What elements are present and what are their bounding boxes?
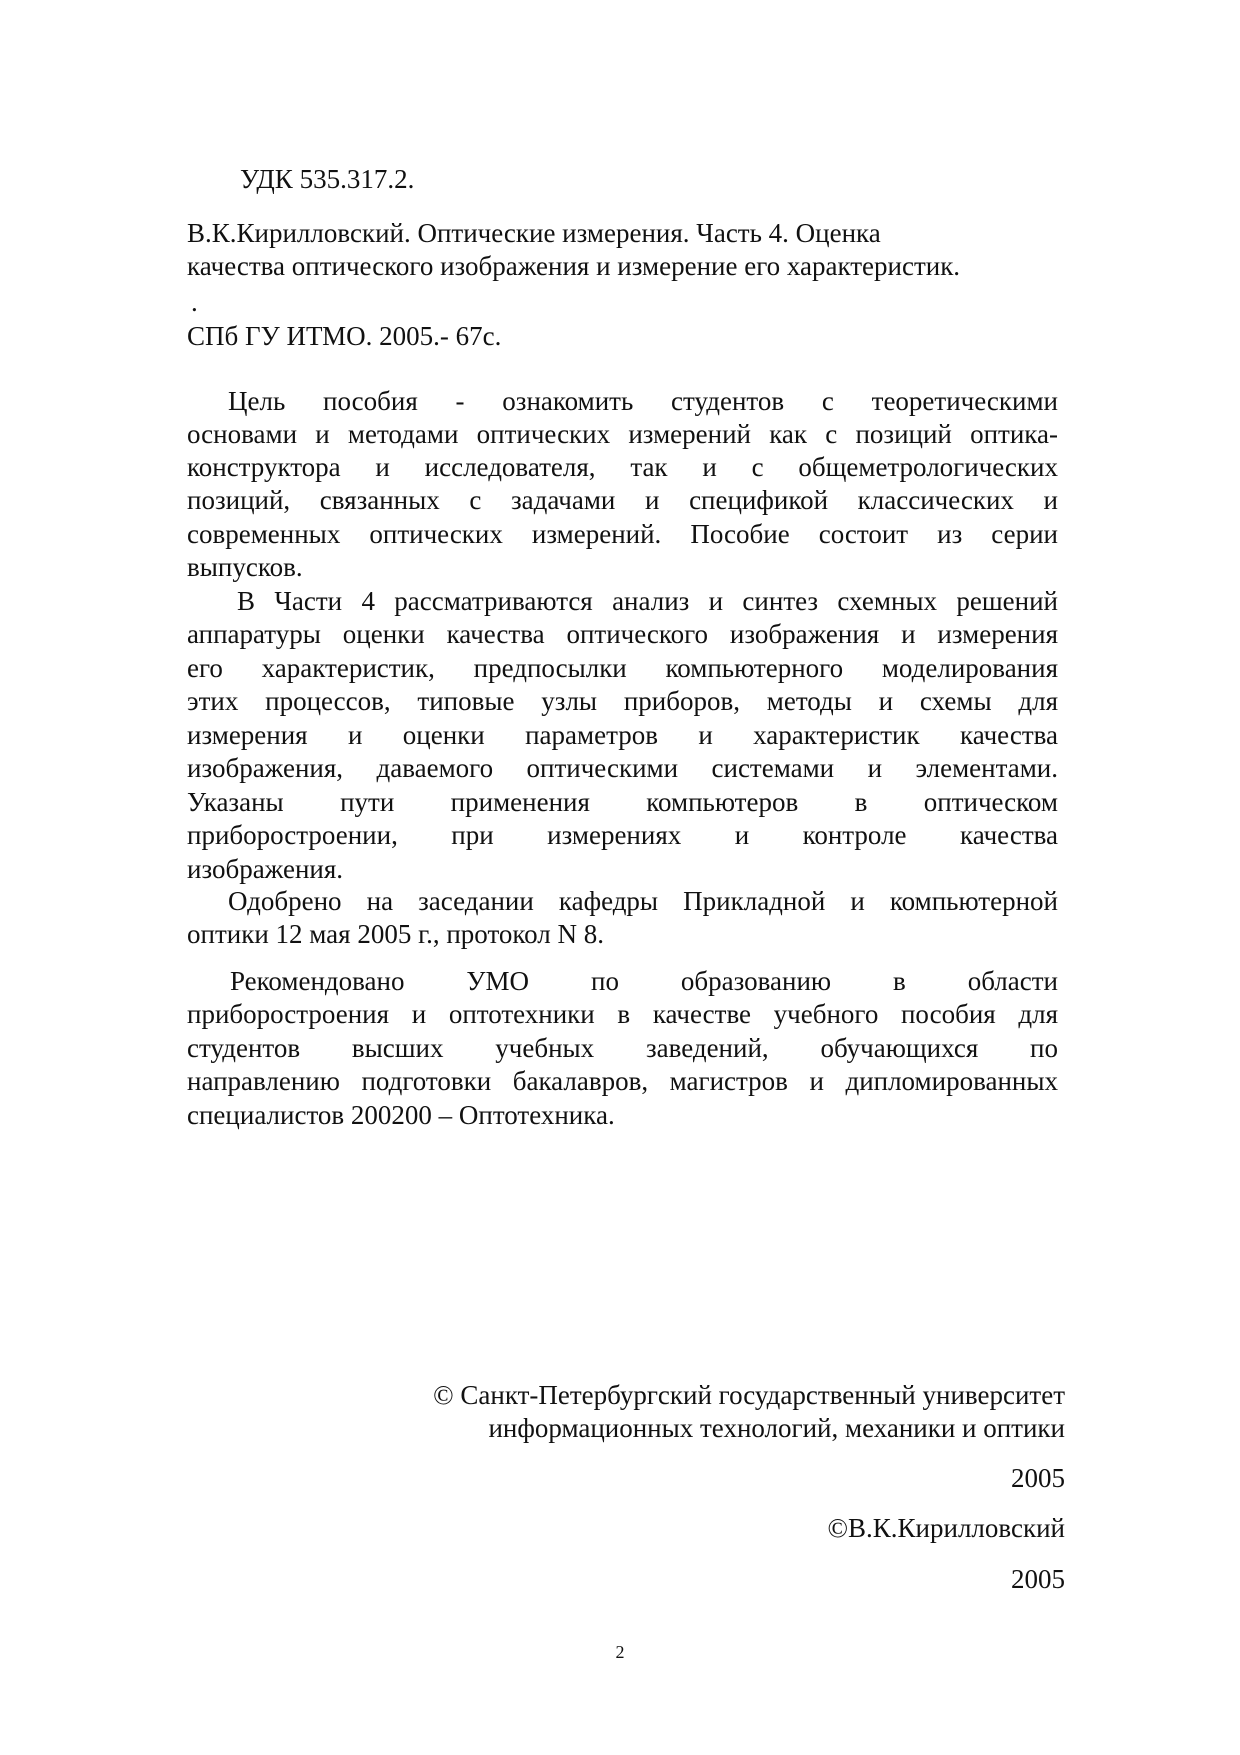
paragraph-line: приборостроения и оптотехники в качестве учебного пособия для [187,999,1058,1029]
paragraph-line: основами и методами оптических измерений как с позиций оптика- [187,419,1058,449]
paragraph-line: конструктора и исследователя, так и с общеметрологических [187,452,1058,482]
paragraph-line: студентов высших учебных заведений, обучающихся по [187,1033,1058,1063]
copyright-author: ©В.К.Кирилловский [827,1513,1065,1543]
citation-line-2: качества оптического изображения и измерение его характеристик. [187,251,961,281]
paragraph-line: специалистов 200200 – Оптотехника. [187,1100,615,1130]
paragraph-line: его характеристик, предпосылки компьютерного моделирования [187,653,1058,683]
paragraph-line: изображения, даваемого оптическими системами и элементами. [187,753,1058,783]
paragraph-line: изображения. [187,854,344,884]
paragraph-line: современных оптических измерений. Пособие состоит из серии [187,519,1058,549]
paragraph-line: В Части 4 рассматриваются анализ и синтез схемных решений [237,586,1058,616]
udk-code: УДК 535.317.2. [240,164,415,194]
copyright-university-line-2: информационных технологий, механики и оптики [488,1413,1065,1443]
paragraph-line: выпусков. [187,552,303,582]
publisher-line: СПб ГУ ИТМО. 2005.- 67с. [187,321,502,351]
paragraph-line: приборостроении, при измерениях и контроле качества [187,820,1058,850]
paragraph-line: Рекомендовано УМО по образованию в области [230,966,1058,996]
paragraph-line: этих процессов, типовые узлы приборов, методы и схемы для [187,686,1058,716]
paragraph-line: позиций, связанных с задачами и спецификой классических и [187,485,1058,515]
page-number: 2 [615,1642,625,1662]
citation-line-1: В.К.Кирилловский. Оптические измерения. Часть 4. Оценка [187,218,881,248]
citation-dot: . [191,287,198,317]
copyright-year-1: 2005 [1011,1463,1065,1493]
paragraph-line: оптики 12 мая 2005 г., протокол N 8. [187,919,604,949]
paragraph-line: Цель пособия - ознакомить студентов с теоретическими [228,386,1058,416]
paragraph-line: Указаны пути применения компьютеров в оптическом [187,787,1058,817]
copyright-year-2: 2005 [1011,1564,1065,1594]
paragraph-line: измерения и оценки параметров и характеристик качества [187,720,1058,750]
paragraph-line: направлению подготовки бакалавров, магистров и дипломированных [187,1066,1058,1096]
paragraph-line: Одобрено на заседании кафедры Прикладной и компьютерной [228,886,1058,916]
copyright-university-line-1: © Санкт-Петербургский государственный университет [433,1380,1065,1410]
paragraph-line: аппаратуры оценки качества оптического изображения и измерения [187,619,1058,649]
